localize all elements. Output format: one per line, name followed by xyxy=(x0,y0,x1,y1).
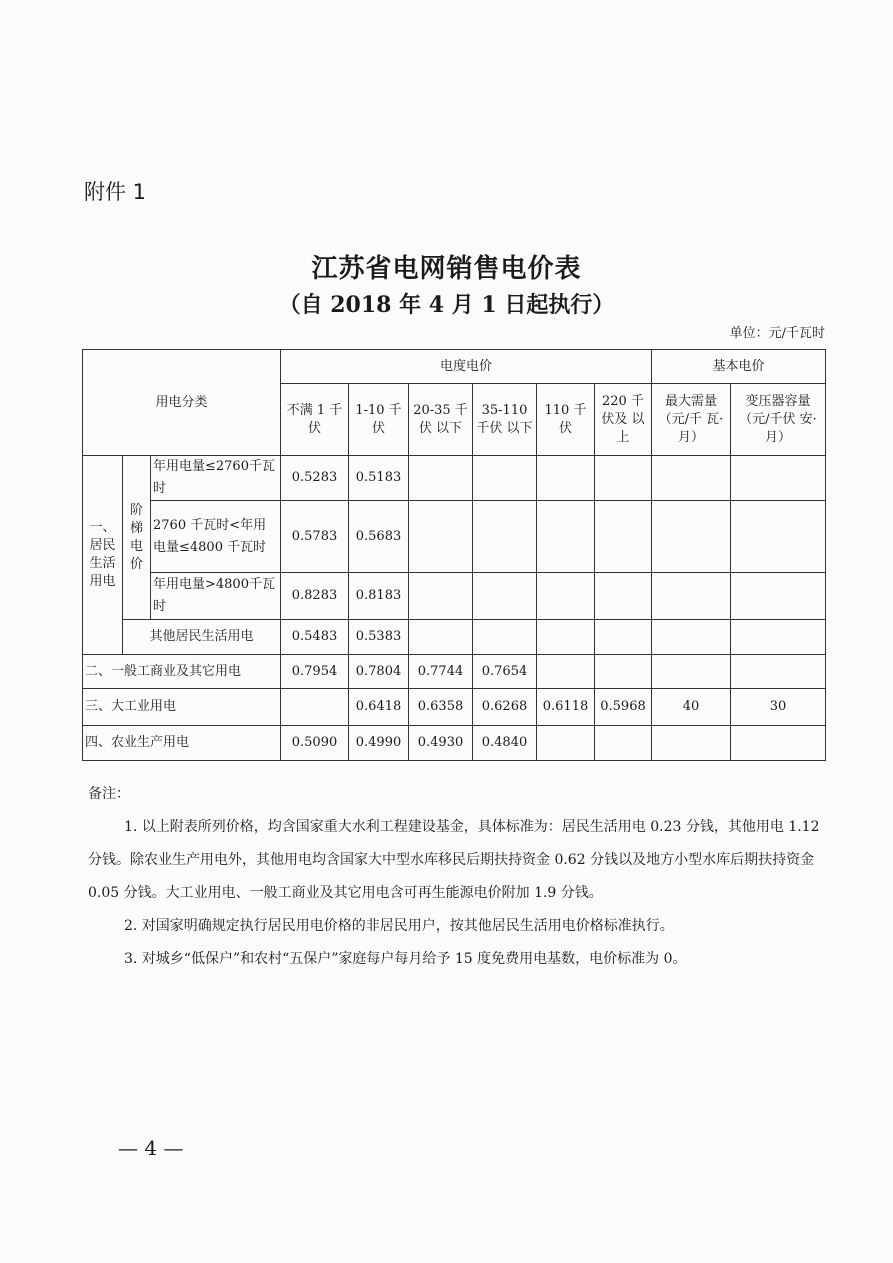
cell xyxy=(537,655,595,689)
header-col: 变压器容量 （元/千伏 安·月） xyxy=(731,384,826,456)
cell xyxy=(652,456,731,501)
cell xyxy=(537,620,595,655)
unit-label: 单位：元/千瓦时 xyxy=(729,326,825,341)
cell xyxy=(652,620,731,655)
cell: 0.5283 xyxy=(281,456,349,501)
cell: 0.5483 xyxy=(281,620,349,655)
note-item: 2. 对国家明确规定执行居民用电价格的非居民用户，按其他居民生活用电价格标准执行。 xyxy=(124,918,674,934)
header-col: 110 千伏 xyxy=(537,384,595,456)
cell: 0.5383 xyxy=(349,620,409,655)
cell xyxy=(731,655,826,689)
cell: 0.6268 xyxy=(473,689,537,726)
cell: 0.5183 xyxy=(349,456,409,501)
table-row xyxy=(83,689,826,726)
row-label: 2760 千瓦时<年用电量≤4800 千瓦时 xyxy=(151,501,281,573)
cell xyxy=(731,501,826,573)
cell xyxy=(281,689,349,726)
cell xyxy=(595,501,652,573)
table-row xyxy=(83,456,826,501)
cell: 0.7954 xyxy=(281,655,349,689)
cell xyxy=(473,456,537,501)
cell xyxy=(409,456,473,501)
cell xyxy=(409,573,473,620)
cell xyxy=(473,573,537,620)
attachment-label: 附件 1 xyxy=(84,180,147,204)
cell xyxy=(731,456,826,501)
cell xyxy=(652,501,731,573)
cell xyxy=(731,620,826,655)
table-row xyxy=(83,501,826,573)
row-label: 三、大工业用电 xyxy=(83,689,281,726)
cell: 0.4930 xyxy=(409,726,473,761)
header-col: 不满 1 千伏 xyxy=(281,384,349,456)
cell: 0.6118 xyxy=(537,689,595,726)
table-row xyxy=(83,573,826,620)
cell: 0.5090 xyxy=(281,726,349,761)
cell: 40 xyxy=(652,689,731,726)
cell: 0.6358 xyxy=(409,689,473,726)
cell: 0.6418 xyxy=(349,689,409,726)
tiered-label: 阶梯电价 xyxy=(123,456,151,620)
residential-label: 一、居民生活用电 xyxy=(83,456,123,655)
header-category: 用电分类 xyxy=(83,350,281,456)
row-label: 其他居民生活用电 xyxy=(123,620,281,655)
cell: 0.7654 xyxy=(473,655,537,689)
row-label: 二、一般工商业及其它用电 xyxy=(83,655,281,689)
row-label: 四、农业生产用电 xyxy=(83,726,281,761)
header-basic-price: 基本电价 xyxy=(652,350,826,384)
cell xyxy=(652,573,731,620)
table-row xyxy=(83,620,826,655)
header-col: 最大需量 （元/千 瓦·月） xyxy=(652,384,731,456)
cell xyxy=(595,620,652,655)
cell: 0.5683 xyxy=(349,501,409,573)
row-label: 年用电量>4800千瓦时 xyxy=(151,573,281,620)
cell: 0.5783 xyxy=(281,501,349,573)
row-label: 年用电量≤2760千瓦时 xyxy=(151,456,281,501)
cell xyxy=(652,726,731,761)
cell: 0.4990 xyxy=(349,726,409,761)
cell xyxy=(473,620,537,655)
document-subtitle: （自 2018 年 4 月 1 日起执行） xyxy=(278,292,615,318)
header-col: 20-35 千伏 以下 xyxy=(409,384,473,456)
document-title: 江苏省电网销售电价表 xyxy=(311,254,582,284)
cell: 0.5968 xyxy=(595,689,652,726)
cell xyxy=(473,501,537,573)
table-row xyxy=(83,655,826,689)
header-col: 220 千伏及 以上 xyxy=(595,384,652,456)
cell xyxy=(595,655,652,689)
cell xyxy=(595,726,652,761)
cell xyxy=(537,726,595,761)
cell: 0.7804 xyxy=(349,655,409,689)
cell: 30 xyxy=(731,689,826,726)
header-col: 35-110 千伏 以下 xyxy=(473,384,537,456)
cell xyxy=(409,620,473,655)
cell xyxy=(595,573,652,620)
table-row xyxy=(83,726,826,761)
cell: 0.7744 xyxy=(409,655,473,689)
page-number: — 4 — xyxy=(118,1136,184,1160)
notes xyxy=(88,778,828,976)
cell: 0.8283 xyxy=(281,573,349,620)
cell xyxy=(731,726,826,761)
cell: 0.8183 xyxy=(349,573,409,620)
cell xyxy=(537,456,595,501)
cell xyxy=(409,501,473,573)
cell: 0.4840 xyxy=(473,726,537,761)
header-energy-price: 电度电价 xyxy=(281,350,652,384)
header-col: 1-10 千伏 xyxy=(349,384,409,456)
notes-heading: 备注： xyxy=(88,786,130,802)
cell xyxy=(595,456,652,501)
note-item: 1. 以上附表所列价格，均含国家重大水利工程建设基金，具体标准为：居民生活用电 0.23 分钱，其他用电 1.12 分钱。除农业生产用电外，其他用电均含国家大中型水库移民后期扶持资金 0.62 分钱以及地方小型水库后期扶持资金 0.05 分钱。大工业用电、一般工商业及其它用电含可再生能源电价附加 1.9 分钱。 xyxy=(88,819,820,901)
note-item: 3. 对城乡“低保户”和农村“五保户”家庭每户每月给予 15 度免费用电基数，电价标准为 0。 xyxy=(124,951,687,967)
price-table xyxy=(82,349,826,761)
cell xyxy=(537,573,595,620)
cell xyxy=(537,501,595,573)
cell xyxy=(652,655,731,689)
cell xyxy=(731,573,826,620)
